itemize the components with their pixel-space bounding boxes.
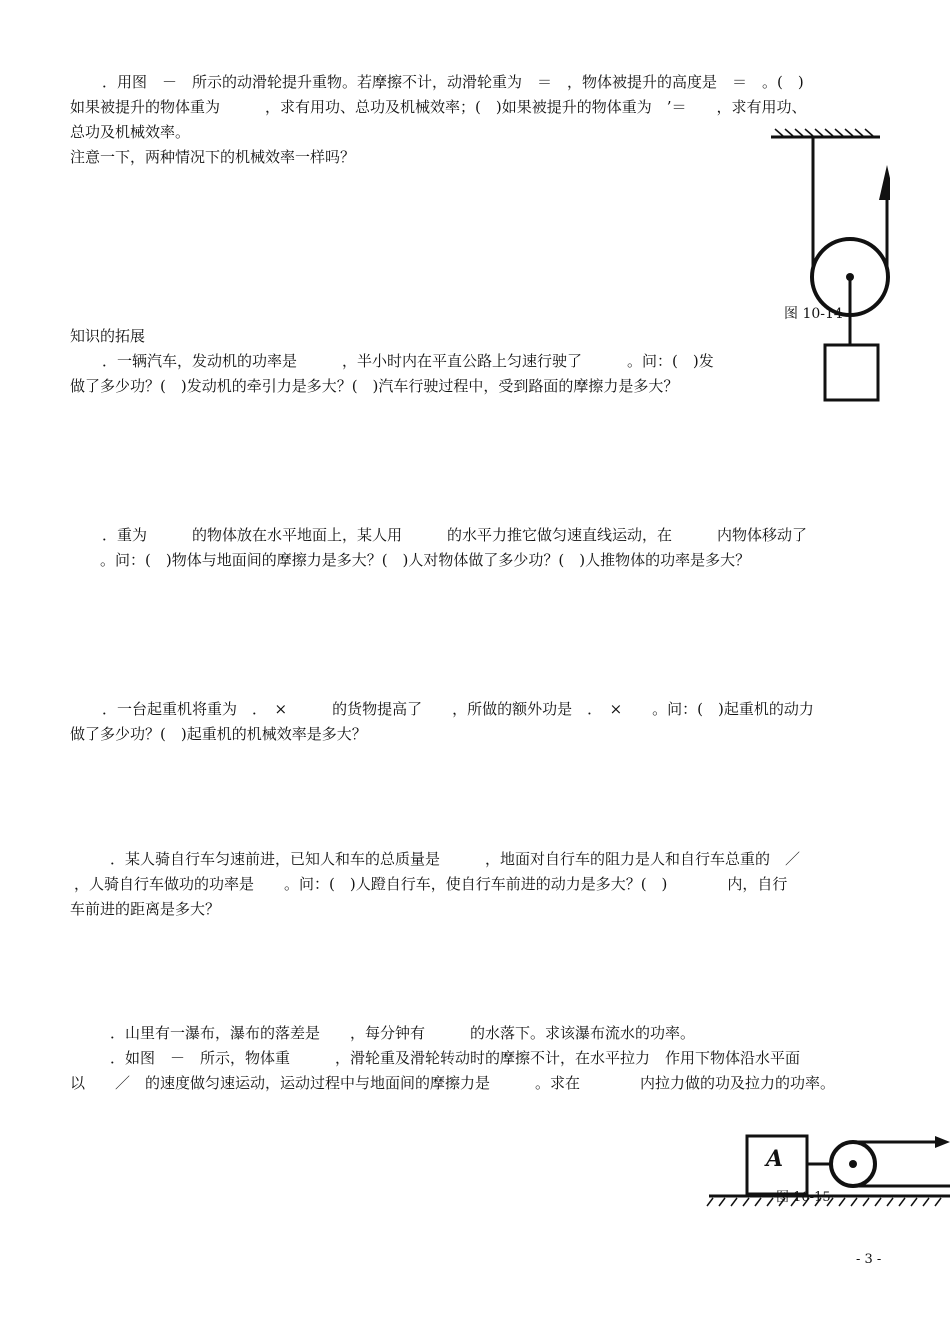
figure-10-14-caption: 图 10-14 [784, 306, 843, 322]
problem-5-line-1: ．某人骑自行车匀速前进，已知人和车的总质量是 ，地面对自行车的阻力是人和自行车总重的 ／ [110, 850, 801, 868]
problem-7-line-2: 以 ／ 的速度做匀速运动，运动过程中与地面间的摩擦力是 。求在 内拉力做的功及拉力的功率。 [70, 1074, 836, 1092]
problem-1-line-1: ．用图 － 所示的动滑轮提升重物。若摩擦不计，动滑轮重为 ＝ ，物体被提升的高度是 ＝ 。( ) [102, 73, 804, 91]
problem-7-line-1: ．如图 － 所示，物体重 ，滑轮重及滑轮转动时的摩擦不计，在水平拉力 作用下物体沿水平面 [110, 1049, 801, 1067]
problem-5-line-2: ，人骑自行车做功的功率是 。问：( )人蹬自行车，使自行车前进的动力是多大？( ) 内，自行 [74, 875, 788, 893]
section-title: 知识的拓展 [70, 327, 146, 345]
problem-2-line-2: 做了多少功？( )发动机的牵引力是多大？( )汽车行驶过程中，受到路面的摩擦力是多大？ [70, 377, 679, 395]
problem-5-line-3: 车前进的距离是多大？ [70, 900, 221, 918]
problem-1-line-3: 总功及机械效率。 [70, 123, 191, 141]
figure-10-15-caption: 图 10-15 [776, 1190, 831, 1205]
problem-2-line-1: ．一辆汽车，发动机的功率是 ，半小时内在平直公路上匀速行驶了 。问：( )发 [102, 352, 714, 370]
block-a-label: A [766, 1146, 784, 1172]
problem-1-line-2: 如果被提升的物体重为 ，求有用功、总功及机械效率；( )如果被提升的物体重为 ’＝ ，求有用功、 [70, 98, 807, 116]
problem-4-line-1: ．一台起重机将重为 ． × 的货物提高了 ，所做的额外功是 ． × 。问：( )起重机的动力 [102, 700, 814, 718]
problem-3-line-1: ．重为 的物体放在水平地面上，某人用 的水平力推它做匀速直线运动，在 内物体移动了 [102, 526, 808, 544]
problem-4-line-2: 做了多少功？( )起重机的机械效率是多大？ [70, 725, 367, 743]
problem-3-line-2: 。问：( )物体与地面间的摩擦力是多大？( )人对物体做了多少功？( )人推物体的功率是多大？ [100, 551, 751, 569]
problem-6-line-1: ．山里有一瀑布，瀑布的落差是 ，每分钟有 的水落下。求该瀑布流水的功率。 [110, 1024, 696, 1042]
page-number: - 3 - [856, 1252, 882, 1267]
movable-pulley-figure [765, 125, 890, 410]
problem-1-line-4: 注意一下，两种情况下的机械效率一样吗？ [70, 148, 356, 166]
